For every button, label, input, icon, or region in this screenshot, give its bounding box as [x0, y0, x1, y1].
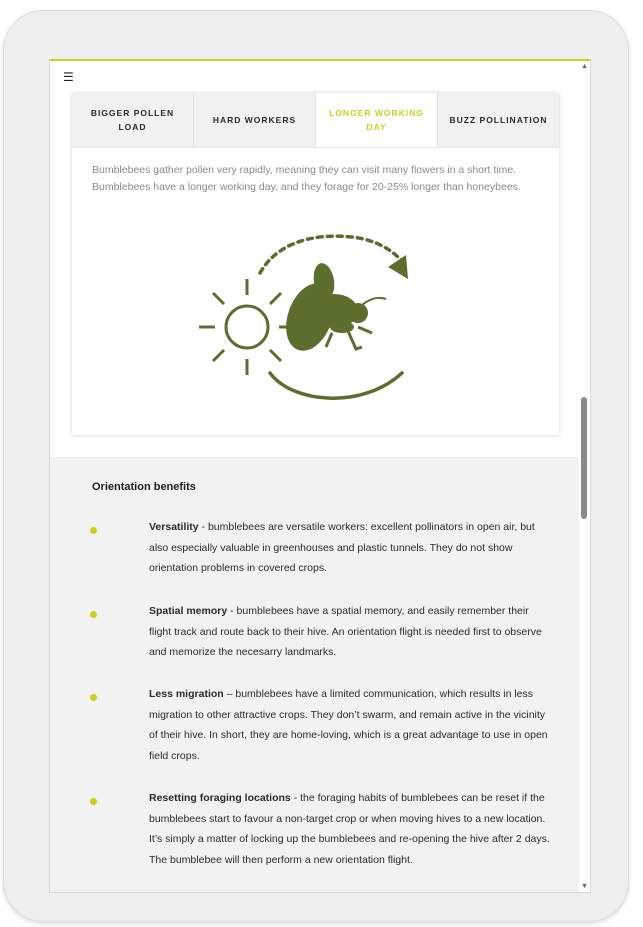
bullet-icon: [90, 527, 97, 534]
benefit-body: - bumblebees have a spatial memory, and easily remember their flight track and route back to their hive. An orientation flight is needed first to observe and memorize the necesarry landmarks.: [149, 605, 542, 658]
benefit-body: - the foraging habits of bumblebees can be reset if the bumblebees start to favour a non-target crop or when moving hives to a new location. It’s simply a matter of locking up the bumblebees and re-opening the hive after 2 days. The bumblebee will then perform a new orientation flight.: [149, 792, 550, 866]
scroll-down-icon[interactable]: ▼: [581, 883, 588, 890]
arrowhead-icon: [388, 255, 408, 279]
hamburger-menu-icon[interactable]: ☰: [63, 70, 74, 84]
tab-bigger-pollen-load[interactable]: BIGGER POLLEN LOAD: [72, 93, 194, 147]
tablet-frame: [3, 10, 629, 922]
benefit-heading: Resetting foraging locations: [149, 792, 291, 804]
description-line-1: Bumblebees gather pollen very rapidly, meaning they can visit many flowers in a short time.: [92, 164, 517, 176]
dashed-arc: [260, 236, 404, 273]
sun-icon: [199, 279, 295, 375]
moon-icon: [388, 293, 432, 354]
bullet-icon: [90, 798, 97, 805]
tab-buzz-pollination[interactable]: BUZZ POLLINATION: [438, 93, 559, 147]
scrollbar-thumb[interactable]: [581, 397, 587, 519]
screen: [49, 59, 591, 893]
orientation-section: [50, 457, 580, 893]
benefit-body: – bumblebees have a limited communication, which results in less migration to other attractive crops. They don’t swarm, and remain active in the vicinity of their hive. In short, they are home-loving, which is a great advantage to use in open field crops.: [149, 688, 548, 762]
tab-longer-working-day[interactable]: LONGER WORKING DAY: [316, 93, 438, 147]
benefit-text: [149, 517, 553, 579]
benefit-text: [149, 788, 553, 870]
benefit-heading: Versatility: [149, 521, 199, 533]
tab-description: [92, 162, 539, 196]
description-line-2: Bumblebees have a longer working day, and they forage for 20-25% longer than honeybees.: [92, 181, 521, 193]
tab-bar: [72, 93, 559, 148]
solid-arc: [270, 373, 402, 398]
benefit-text: [149, 684, 553, 766]
benefit-text: [149, 601, 553, 663]
scroll-up-icon[interactable]: ▲: [581, 63, 588, 70]
tab-hard-workers[interactable]: HARD WORKERS: [194, 93, 316, 147]
benefit-heading: Spatial memory: [149, 605, 228, 617]
bullet-icon: [90, 611, 97, 618]
page-content: [50, 61, 580, 893]
longer-working-day-illustration: [192, 215, 432, 405]
benefits-card: [72, 93, 559, 435]
benefit-body: - bumblebees are versatile workers: excellent pollinators in open air, but also especially valuable in greenhouses and plastic tunnels. They do not show orientation problems in covered crops.: [149, 521, 535, 574]
bumblebee-icon: [277, 262, 386, 358]
vertical-scrollbar[interactable]: [579, 61, 590, 893]
orientation-title: Orientation benefits: [92, 481, 196, 493]
benefit-heading: Less migration: [149, 688, 224, 700]
bullet-icon: [90, 694, 97, 701]
